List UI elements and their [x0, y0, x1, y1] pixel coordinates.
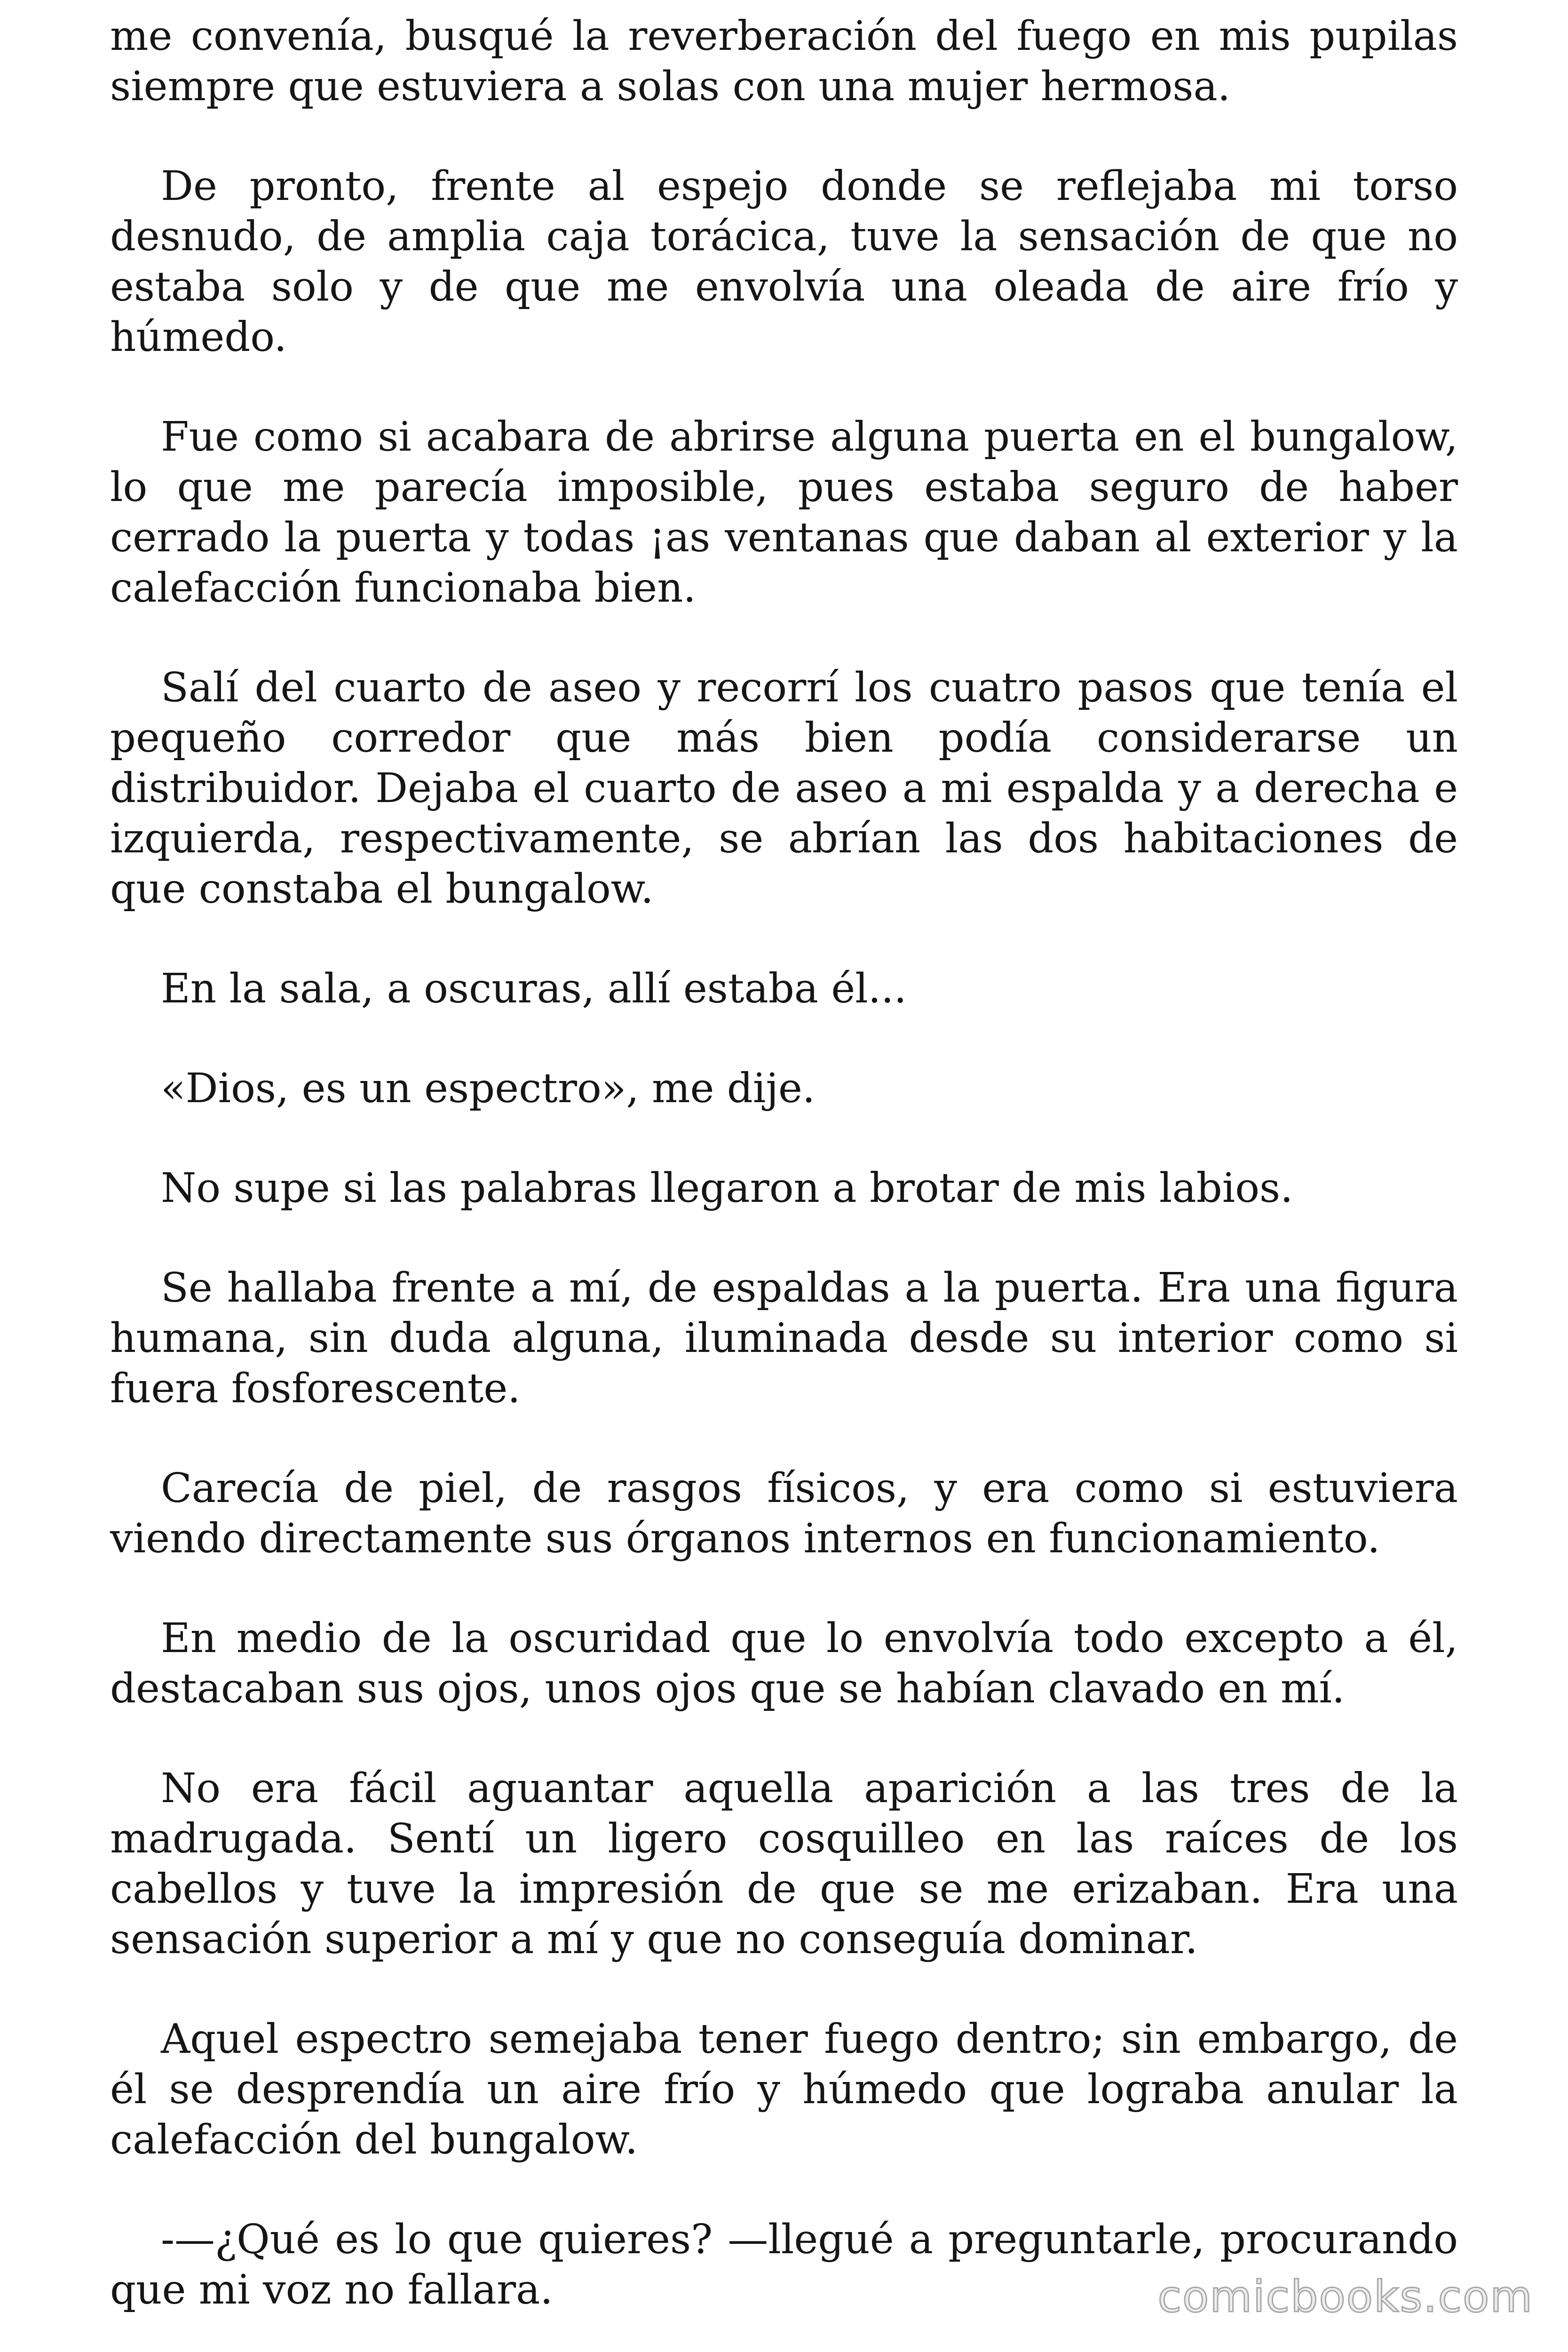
- book-page-body: [110, 11, 1458, 2315]
- paragraph-2: De pronto, frente al espejo donde se reflejaba mi torso desnudo, de amplia caja torácica, tuve la sensación de que no estaba solo y de que me envolvía una oleada de aire frío y húmedo.: [110, 163, 1458, 361]
- paragraph-13: -—¿Qué es lo que quieres? —llegué a preguntarle, procurando que mi voz no fallara.: [110, 2216, 1458, 2313]
- watermark-logo: comicbooks.com: [1157, 2272, 1533, 2322]
- paragraph-10: En medio de la oscuridad que lo envolvía todo excepto a él, destacaban sus ojos, unos ojos que se habían clavado en mí.: [110, 1615, 1458, 1712]
- paragraph-4: Salí del cuarto de aseo y recorrí los cuatro pasos que tenía el pequeño corredor que más bien podía considerarse un distribuidor. Dejaba el cuarto de aseo a mi espalda y a derecha e izquierda, respectivamente, se abrían las dos habitaciones de que constaba el bungalow.: [110, 664, 1458, 913]
- paragraph-8: Se hallaba frente a mí, de espaldas a la puerta. Era una figura humana, sin duda alguna, iluminada desde su interior como si fuera fosforescente.: [110, 1264, 1458, 1412]
- paragraph-1: me convenía, busqué la reverberación del fuego en mis pupilas siempre que estuviera a solas con una mujer hermosa.: [110, 13, 1458, 110]
- paragraph-11: No era fácil aguantar aquella aparición a las tres de la madrugada. Sentí un ligero cosquilleo en las raíces de los cabellos y tuve la impresión de que se me erizaban. Era una sensación superior a mí y que no conseguía dominar.: [110, 1765, 1458, 1963]
- paragraph-9: Carecía de piel, de rasgos físicos, y era como si estuviera viendo directamente sus órganos internos en funcionamiento.: [110, 1465, 1458, 1562]
- paragraph-6: «Dios, es un espectro», me dije.: [161, 1065, 816, 1112]
- paragraph-7: No supe si las palabras llegaron a brotar de mis labios.: [161, 1165, 1293, 1212]
- paragraph-3: Fue como si acabara de abrirse alguna puerta en el bungalow, lo que me parecía imposible, pues estaba seguro de haber cerrado la puerta y todas ¡as ventanas que daban al exterior y la calefacción funcionaba bien.: [110, 413, 1458, 612]
- paragraph-12: Aquel espectro semejaba tener fuego dentro; sin embargo, de él se desprendía un aire frío y húmedo que lograba anular la calefacción del bungalow.: [110, 2016, 1458, 2163]
- paragraph-5: En la sala, a oscuras, allí estaba él...: [161, 965, 907, 1012]
